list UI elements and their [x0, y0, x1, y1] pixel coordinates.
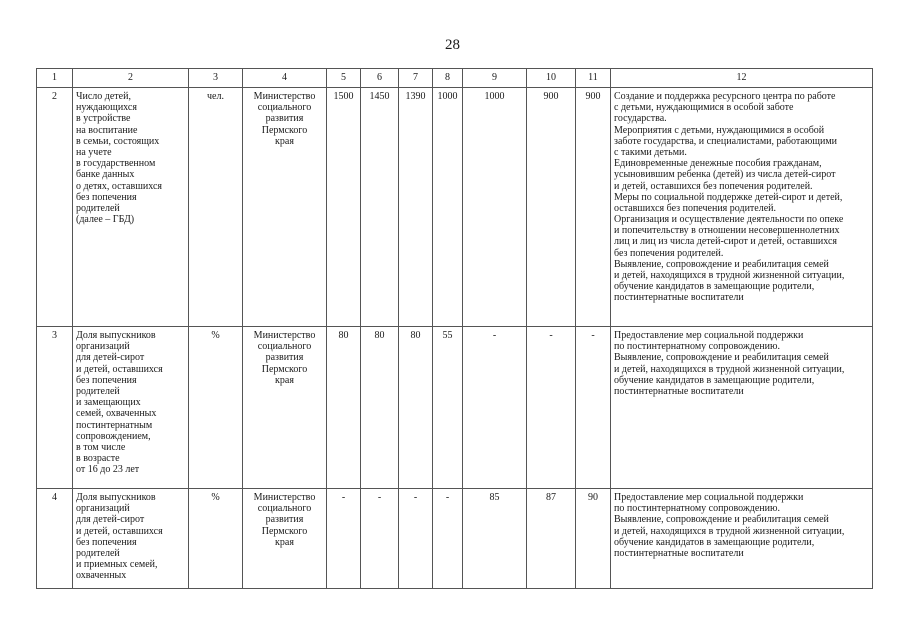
- text-line: Доля выпускников: [76, 492, 156, 503]
- text-line: организаций: [76, 341, 130, 353]
- column-number: 3: [189, 69, 243, 88]
- text-line: и приемных семей,: [76, 559, 158, 571]
- text-line: и детей, находящихся в трудной жизненной ситуации,: [614, 525, 845, 537]
- text-line: Выявление, сопровождение и реабилитация семей: [614, 352, 829, 364]
- text-line: сопровождением,: [76, 430, 151, 442]
- text-line: и детей, оставшихся: [76, 363, 163, 375]
- value-cell: 85: [463, 489, 527, 589]
- text-line: организаций: [76, 503, 130, 515]
- text-line: лиц и лиц из числа детей-сирот и детей, оставшихся: [614, 236, 838, 248]
- value-cell: -: [361, 489, 399, 589]
- column-number: 5: [327, 69, 361, 88]
- text-line: без попечения родителей.: [614, 247, 724, 259]
- table-row: [37, 327, 873, 489]
- text-line: государства.: [614, 113, 667, 125]
- text-line: края: [275, 135, 294, 147]
- text-line: постинтернатным: [76, 419, 153, 431]
- column-number: 1: [37, 69, 73, 88]
- measures-cell: [611, 327, 873, 489]
- text-line: в семьи, состоящих: [76, 135, 160, 147]
- text-line: обучение кандидатов в замещающие родители,: [614, 374, 815, 386]
- ministry-cell: [243, 327, 327, 489]
- text-line: нуждающихся: [76, 102, 137, 114]
- text-line: о детях, оставшихся: [76, 180, 163, 192]
- text-line: без попечения: [76, 191, 137, 203]
- value-cell: -: [433, 489, 463, 589]
- text-line: Пермского: [261, 363, 308, 375]
- text-line: банке данных: [76, 169, 135, 181]
- value-cell: 87: [527, 489, 576, 589]
- text-line: социального: [257, 341, 312, 353]
- row-number: 4: [37, 489, 73, 589]
- indicators-table: [36, 68, 873, 589]
- value-cell: 1390: [399, 88, 433, 327]
- text-line: Меры по социальной поддержке детей-сирот и детей,: [614, 191, 843, 203]
- value-cell: -: [399, 489, 433, 589]
- text-line: в том числе: [76, 441, 126, 453]
- text-line: для детей-сирот: [76, 352, 145, 364]
- value-cell: 80: [399, 327, 433, 489]
- text-line: в устройстве: [76, 113, 131, 125]
- text-line: Выявление, сопровождение и реабилитация семей: [614, 514, 829, 526]
- unit-cell: чел.: [189, 88, 243, 327]
- text-line: и детей, оставшихся без попечения родителей.: [614, 180, 813, 192]
- column-number: 9: [463, 69, 527, 88]
- text-line: и детей, находящихся в трудной жизненной ситуации,: [614, 363, 845, 375]
- text-line: постинтернатные воспитатели: [614, 547, 744, 559]
- value-cell: -: [527, 327, 576, 489]
- indicator-name: [73, 327, 189, 489]
- text-line: Выявление, сопровождение и реабилитация семей: [614, 258, 829, 270]
- text-line: на учете: [76, 146, 112, 158]
- value-cell: 900: [576, 88, 611, 327]
- text-line: Министерство: [253, 91, 316, 102]
- text-line: и детей, оставшихся: [76, 525, 163, 537]
- text-line: родителей: [76, 385, 120, 397]
- text-line: обучение кандидатов в замещающие родители,: [614, 536, 815, 548]
- text-line: и замещающих: [76, 397, 141, 409]
- column-number: 8: [433, 69, 463, 88]
- text-line: Число детей,: [76, 91, 131, 102]
- value-cell: 80: [361, 327, 399, 489]
- text-line: края: [275, 536, 294, 548]
- value-cell: -: [463, 327, 527, 489]
- text-line: без попечения: [76, 374, 137, 386]
- column-number: 11: [576, 69, 611, 88]
- text-line: Организация и осуществление деятельности по опеке: [614, 214, 844, 226]
- text-line: охваченных: [76, 570, 127, 582]
- value-cell: -: [576, 327, 611, 489]
- text-line: по постинтернатному сопровождению.: [614, 341, 780, 353]
- text-line: края: [275, 374, 294, 386]
- text-line: родителей: [76, 547, 120, 559]
- text-line: усыновившим ребенка (детей) из числа детей-сирот: [614, 169, 836, 181]
- column-number: 12: [611, 69, 873, 88]
- text-line: Предоставление мер социальной поддержки: [614, 492, 804, 503]
- text-line: по постинтернатному сопровождению.: [614, 503, 780, 515]
- text-line: Единовременные денежные пособия гражданам,: [614, 158, 822, 170]
- text-line: Пермского: [261, 525, 308, 537]
- text-line: Предоставление мер социальной поддержки: [614, 330, 804, 341]
- text-line: для детей-сирот: [76, 514, 145, 526]
- text-line: в возрасте: [76, 453, 120, 465]
- column-number: 4: [243, 69, 327, 88]
- row-number: 2: [37, 88, 73, 327]
- text-line: и попечительству в отношении несовершеннолетних: [614, 225, 840, 237]
- ministry-cell: [243, 88, 327, 327]
- table-row: [37, 88, 873, 327]
- text-line: (далее – ГБД): [76, 214, 135, 226]
- column-number-row: [37, 69, 873, 88]
- unit-cell: %: [189, 327, 243, 489]
- value-cell: 1500: [327, 88, 361, 327]
- text-line: семей, охваченных: [76, 408, 157, 420]
- measures-cell: [611, 88, 873, 327]
- text-line: Мероприятия с детьми, нуждающимися в особой: [614, 124, 825, 136]
- value-cell: -: [327, 489, 361, 589]
- text-line: без попечения: [76, 536, 137, 548]
- text-line: социального: [257, 503, 312, 515]
- indicator-name: [73, 489, 189, 589]
- text-line: и детей, находящихся в трудной жизненной ситуации,: [614, 270, 845, 281]
- table-row: [37, 489, 873, 589]
- text-line: оставшихся без попечения родителей.: [614, 202, 777, 214]
- text-line: обучение кандидатов в замещающие родители,: [614, 281, 815, 293]
- value-cell: 55: [433, 327, 463, 489]
- row-number: 3: [37, 327, 73, 489]
- text-line: Министерство: [253, 330, 316, 341]
- page-number: 28: [445, 37, 460, 53]
- text-line: развития: [265, 113, 304, 125]
- indicator-name: [73, 88, 189, 327]
- column-number: 7: [399, 69, 433, 88]
- text-line: с детьми, нуждающимися в особой заботе: [614, 102, 794, 114]
- value-cell: 1450: [361, 88, 399, 327]
- unit-cell: %: [189, 489, 243, 589]
- text-line: развития: [265, 352, 304, 364]
- text-line: постинтернатные воспитатели: [614, 385, 744, 397]
- text-line: заботе государства, и специалистами, работающими: [614, 135, 838, 147]
- measures-cell: [611, 489, 873, 589]
- value-cell: 90: [576, 489, 611, 589]
- text-line: развития: [265, 514, 304, 526]
- text-line: родителей: [76, 202, 120, 214]
- value-cell: 80: [327, 327, 361, 489]
- value-cell: 1000: [433, 88, 463, 327]
- text-line: Создание и поддержка ресурсного центра по работе: [614, 91, 836, 102]
- text-line: на воспитание: [76, 124, 138, 136]
- text-line: Доля выпускников: [76, 330, 156, 341]
- text-line: Министерство: [253, 492, 316, 503]
- text-line: от 16 до 23 лет: [76, 464, 140, 476]
- column-number: 10: [527, 69, 576, 88]
- text-line: социального: [257, 102, 312, 114]
- text-line: с такими детьми.: [614, 146, 687, 158]
- text-line: в государственном: [76, 158, 156, 170]
- value-cell: 900: [527, 88, 576, 327]
- value-cell: 1000: [463, 88, 527, 327]
- ministry-cell: [243, 489, 327, 589]
- text-line: Пермского: [261, 124, 308, 136]
- column-number: 2: [73, 69, 189, 88]
- text-line: постинтернатные воспитатели: [614, 292, 744, 304]
- column-number: 6: [361, 69, 399, 88]
